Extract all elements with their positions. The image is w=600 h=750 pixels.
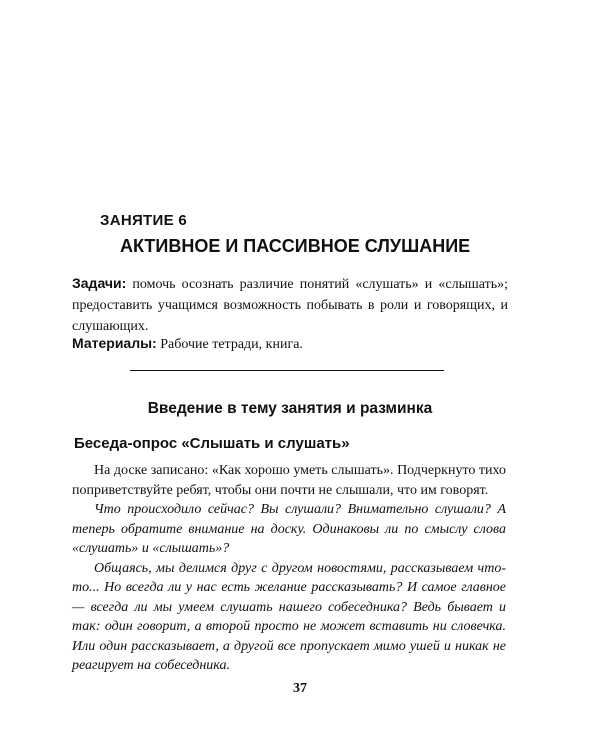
- materials-label: Материалы:: [72, 335, 157, 351]
- lesson-title: АКТИВНОЕ И ПАССИВНОЕ СЛУШАНИЕ: [120, 236, 471, 256]
- paragraph: Общаясь, мы делимся друг с другом новостями, рассказываем что-то... Но всегда ли у нас есть желание рассказывать? И самое главное — всегда ли мы умеем слушать нашего собеседника? Ведь бывает и так: один говорит, а второй просто не может вставить ни словечка. Или один рассказывает, а другой все пропускает мимо ушей и никак не реагирует на собеседника.: [72, 560, 506, 673]
- body-text: [72, 461, 506, 676]
- section-heading: Введение в тему занятия и разминка: [147, 400, 433, 417]
- paragraph: На доске записано: «Как хорошо уметь слышать». Подчеркнуто тихо поприветствуйте ребят, чтобы они почти не слышали, что им говорят.: [72, 463, 506, 498]
- paragraph: Что происходило сейчас? Вы слушали? Внимательно слушали? А теперь обратите внимание на доску. Одинаковы ли по смыслу слова «слушать» и «слышать»?: [72, 502, 506, 556]
- page-number: 37: [293, 681, 307, 696]
- tasks-block: [72, 273, 508, 337]
- tasks-text: помочь осознать различие понятий «слушать» и «слышать»; предоставить учащимся возможность побывать в роли и говорящих, и слушающих.: [72, 277, 508, 334]
- subsection-heading: Беседа-опрос «Слышать и слушать»: [74, 435, 350, 452]
- section-divider: [130, 370, 444, 371]
- tasks-label: Задачи:: [72, 275, 127, 291]
- lesson-number: ЗАНЯТИЕ 6: [100, 212, 188, 229]
- materials-text: Рабочие тетради, книга.: [156, 337, 303, 352]
- materials-block: [72, 333, 508, 355]
